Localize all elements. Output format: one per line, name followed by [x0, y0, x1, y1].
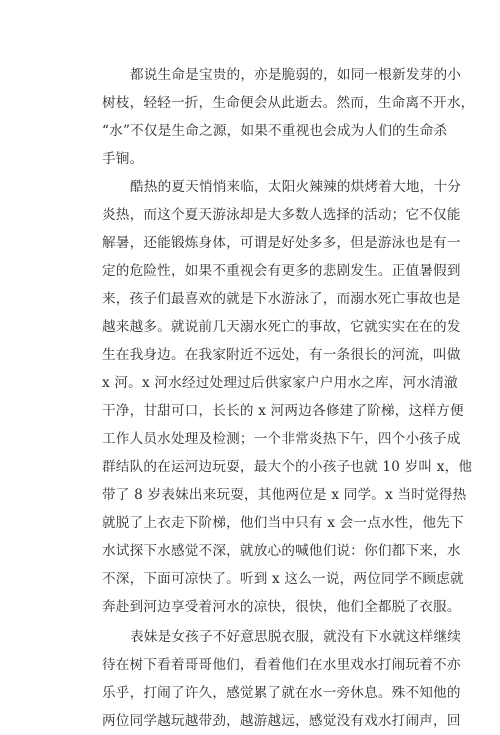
- paragraph-2-line-12: 带了 8 岁表妹出来玩耍，其他两位是 x 同学。x 当时觉得热: [102, 487, 467, 503]
- paragraph-3-line-4: 两位同学越玩越带劲，越游越远，感觉没有戏水打闹声，回: [102, 713, 461, 729]
- paragraph-2-line-8: x 河。x 河水经过处理过后供家家户户用水之库，河水清澈: [102, 375, 458, 391]
- paragraph-2-line-2: 炎热，而这个夏天游泳却是大多数人选择的活动；它不仅能: [102, 207, 461, 223]
- paragraph-3-line-2: 待在树下看着哥哥他们，看着他们在水里戏水打闹玩着不亦: [102, 657, 461, 673]
- paragraph-2-line-11: 群结队的在运河边玩耍，最大个的小孩子也就 10 岁叫 x，他: [102, 459, 473, 475]
- paragraph-3-line-1: 表妹是女孩子不好意思脱衣服，就没有下水就这样继续: [130, 629, 462, 645]
- paragraph-2-line-15: 不深，下面可凉快了。听到 x 这么一说，两位同学不顾虑就: [102, 571, 464, 587]
- paragraph-2-line-13: 就脱了上衣走下阶梯，他们当中只有 x 会一点水性，他先下: [102, 515, 464, 531]
- paragraph-2-line-14: 水试探下水感觉不深，就放心的喊他们说：你们都下来，水: [102, 543, 461, 559]
- paragraph-2-line-6: 越来越多。就说前几天溺水死亡的事故，它就实实在在的发: [102, 319, 461, 335]
- paragraph-2-line-1: 酷热的夏天悄悄来临，太阳火辣辣的烘烤着大地，十分: [130, 179, 462, 195]
- paragraph-2-line-4: 定的危险性，如果不重视会有更多的悲剧发生。正值暑假到: [102, 263, 461, 279]
- paragraph-1-line-3: “水”不仅是生命之源，如果不重视也会成为人们的生命杀: [102, 123, 448, 139]
- paragraph-1-line-4: 手锏。: [102, 151, 144, 167]
- paragraph-1-line-1: 都说生命是宝贵的，亦是脆弱的，如同一根新发芽的小: [130, 67, 462, 83]
- paragraph-2-line-10: 工作人员水处理及检测；一个非常炎热下午，四个小孩子成: [102, 431, 461, 447]
- paragraph-2-line-7: 生在我身边。在我家附近不远处，有一条很长的河流，叫做: [102, 347, 461, 363]
- paragraph-2-line-5: 来，孩子们最喜欢的就是下水游泳了，而溺水死亡事故也是: [102, 291, 461, 307]
- paragraph-3-line-3: 乐乎，打闹了许久，感觉累了就在水一旁休息。殊不知他的: [102, 685, 461, 701]
- paragraph-1-line-2: 树枝，轻轻一折，生命便会从此逝去。然而，生命离不开水，: [102, 95, 475, 111]
- paragraph-2-line-3: 解暑，还能锻炼身体，可谓是好处多多，但是游泳也是有一: [102, 235, 461, 251]
- paragraph-2-line-9: 干净，甘甜可口，长长的 x 河两边各修建了阶梯，这样方便: [102, 403, 464, 419]
- paragraph-2-line-16: 奔赴到河边享受着河水的凉快，很快，他们全都脱了衣服。: [102, 599, 461, 615]
